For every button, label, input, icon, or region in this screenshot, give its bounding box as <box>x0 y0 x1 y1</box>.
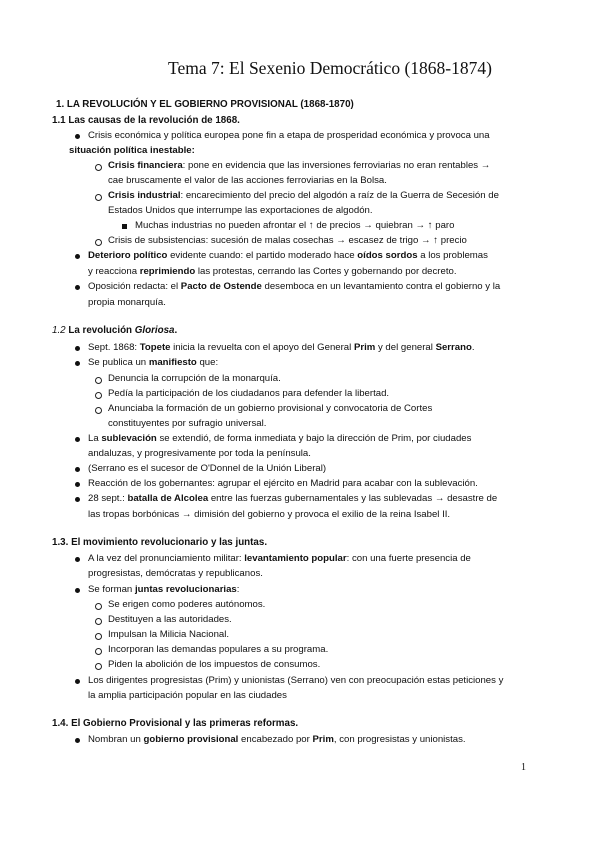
text-line <box>88 281 500 293</box>
bullet-icon <box>75 254 80 259</box>
bold-term: sublevación <box>101 433 157 444</box>
bullet-icon <box>75 679 80 684</box>
bold-term: Topete <box>139 342 171 353</box>
text-span: se extendió, de forma inmediata y bajo la dirección de Prim, por ciudades <box>156 433 472 444</box>
text-span: Sept. 1868: <box>88 342 140 353</box>
text-span: , con progresistas y unionistas. <box>333 734 466 745</box>
bullet-icon <box>75 557 80 562</box>
text-line <box>88 553 471 565</box>
bold-term: levantamiento popular <box>244 553 347 564</box>
page-number: 1 <box>521 762 526 773</box>
text-line <box>88 342 475 354</box>
text-line: Crisis económica y política europea pone fin a etapa de prosperidad económica y provoca una <box>88 130 490 141</box>
bullet-icon <box>75 285 80 290</box>
text-line: Denuncia la corrupción de la monarquía. <box>108 373 281 384</box>
circle-bullet-icon <box>95 392 102 399</box>
section-heading: 1. LA REVOLUCIÓN Y EL GOBIERNO PROVISIONAL (1868-1870) <box>56 99 354 110</box>
text-span: A la vez del pronunciamiento militar: <box>88 553 245 564</box>
text-line: situación política inestable: <box>69 145 195 156</box>
text-span: : con una fuerte presencia de <box>346 553 471 564</box>
subsection-heading: 1.3. El movimiento revolucionario y las juntas. <box>52 537 268 548</box>
text-span: La revolución <box>65 325 135 336</box>
text-line: Reacción de los gobernantes: agrupar el ejército en Madrid para acabar con la sublevación. <box>88 478 478 489</box>
text-span: inicia la revuelta con el apoyo del General <box>170 342 354 353</box>
bold-term: Prim <box>312 734 334 745</box>
italic-term: Gloriosa <box>134 325 175 336</box>
text-line: Crisis de subsistencias: sucesión de malas cosechas → escasez de trigo → ↑ precio <box>108 235 467 246</box>
bold-term: oídos sordos <box>357 250 418 261</box>
circle-bullet-icon <box>95 164 102 171</box>
text-span: : <box>236 584 240 595</box>
text-line: Se erigen como poderes autónomos. <box>108 599 266 610</box>
bold-term: Deterioro político <box>88 250 168 261</box>
bullet-icon <box>75 346 80 351</box>
text-span: 28 sept.: <box>88 493 128 504</box>
circle-bullet-icon <box>95 239 102 246</box>
bullet-icon <box>75 134 80 139</box>
text-span: las protestas, cerrando las Cortes y gobernando por decreto. <box>195 266 457 277</box>
circle-bullet-icon <box>95 663 102 670</box>
bullet-icon <box>75 588 80 593</box>
text-line: Anunciaba la formación de un gobierno provisional y convocatoria de Cortes <box>108 403 433 414</box>
text-line <box>88 250 488 262</box>
bold-term: Serrano <box>435 342 472 353</box>
circle-bullet-icon <box>95 194 102 201</box>
bold-term: Crisis financiera <box>108 160 183 171</box>
text-span: entre las fuerzas gubernamentales y las sublevadas → desastre de <box>208 493 498 504</box>
text-span: : encarecimiento del precio del algodón a raíz de la Guerra de Secesión de <box>180 190 499 201</box>
text-span: a los problemas <box>417 250 488 261</box>
text-line: constituyentes por sufragio universal. <box>108 418 267 429</box>
text-span: encabezado por <box>238 734 313 745</box>
text-line: Estados Unidos que interrumpe las exportaciones de algodón. <box>108 205 373 216</box>
bold-term: reprimiendo <box>139 266 196 277</box>
text-line: Piden la abolición de los impuestos de consumos. <box>108 659 321 670</box>
heading-number: 1.2 <box>52 325 66 336</box>
text-line <box>88 266 457 278</box>
bold-term: Pacto de Ostende <box>180 281 262 292</box>
text-span: y del general <box>375 342 436 353</box>
bullet-icon <box>75 467 80 472</box>
bullet-icon <box>75 497 80 502</box>
text-span: . <box>174 325 178 336</box>
text-line: andaluzas, y progresivamente por toda la península. <box>88 448 311 459</box>
text-line: las tropas borbónicas → dimisión del gobierno y provoca el exilio de la reina Isabel II. <box>88 509 451 520</box>
text-span: Se publica un <box>88 357 149 368</box>
bold-term: manifiesto <box>148 357 197 368</box>
square-bullet-icon <box>122 224 127 229</box>
circle-bullet-icon <box>95 377 102 384</box>
text-line: Destituyen a las autoridades. <box>108 614 232 625</box>
bullet-icon <box>75 437 80 442</box>
bold-term: batalla de Alcolea <box>127 493 209 504</box>
bullet-icon <box>75 738 80 743</box>
bold-term: gobierno provisional <box>143 734 239 745</box>
text-line: progresistas, demócratas y republicanos. <box>88 568 263 579</box>
subsection-heading: 1.4. El Gobierno Provisional y las primeras reformas. <box>52 718 299 729</box>
text-span: desemboca en un levantamiento contra el gobierno y la <box>261 281 501 292</box>
text-line <box>88 584 239 596</box>
text-line <box>88 357 218 369</box>
bullet-icon <box>75 361 80 366</box>
text-span: Oposición redacta: el <box>88 281 181 292</box>
bold-term: juntas revolucionarias <box>134 584 237 595</box>
text-line: (Serrano es el sucesor de O'Donnel de la Unión Liberal) <box>88 463 327 474</box>
text-line <box>88 493 497 505</box>
text-line: Impulsan la Milicia Nacional. <box>108 629 230 640</box>
text-line <box>108 160 490 172</box>
circle-bullet-icon <box>95 648 102 655</box>
text-line: Muchas industrias no pueden afrontar el ↑ de precios → quiebran → ↑ paro <box>135 220 455 231</box>
subsection-heading <box>52 325 177 337</box>
text-span: y reacciona <box>88 266 140 277</box>
text-line: la amplia participación popular en las ciudades <box>88 690 287 701</box>
text-span: . <box>471 342 475 353</box>
text-line <box>88 433 471 445</box>
bullet-icon <box>75 482 80 487</box>
circle-bullet-icon <box>95 407 102 414</box>
page-title: Tema 7: El Sexenio Democrático (1868-1874) <box>168 58 492 78</box>
circle-bullet-icon <box>95 603 102 610</box>
text-line: propia monarquía. <box>88 297 166 308</box>
text-span: Nombran un <box>88 734 144 745</box>
text-span: Se forman <box>88 584 135 595</box>
text-line: Los dirigentes progresistas (Prim) y unionistas (Serrano) ven con preocupación estas peticiones y <box>88 675 504 686</box>
text-line: cae bruscamente el valor de las acciones ferroviarias en la Bolsa. <box>108 175 387 186</box>
circle-bullet-icon <box>95 633 102 640</box>
text-span: La <box>88 433 102 444</box>
circle-bullet-icon <box>95 618 102 625</box>
text-line <box>108 190 499 202</box>
text-span: : pone en evidencia que las inversiones ferroviarias no eran rentables → <box>182 160 491 171</box>
text-line: Pedía la participación de los ciudadanos para defender la libertad. <box>108 388 390 399</box>
text-line <box>88 734 466 746</box>
subsection-heading: 1.1 Las causas de la revolución de 1868. <box>52 115 240 126</box>
bold-term: Prim <box>353 342 376 353</box>
bold-term: Crisis industrial <box>108 190 181 201</box>
text-line: Incorporan las demandas populares a su programa. <box>108 644 329 655</box>
text-span: que: <box>196 357 219 368</box>
text-span: evidente cuando: el partido moderado hace <box>167 250 358 261</box>
